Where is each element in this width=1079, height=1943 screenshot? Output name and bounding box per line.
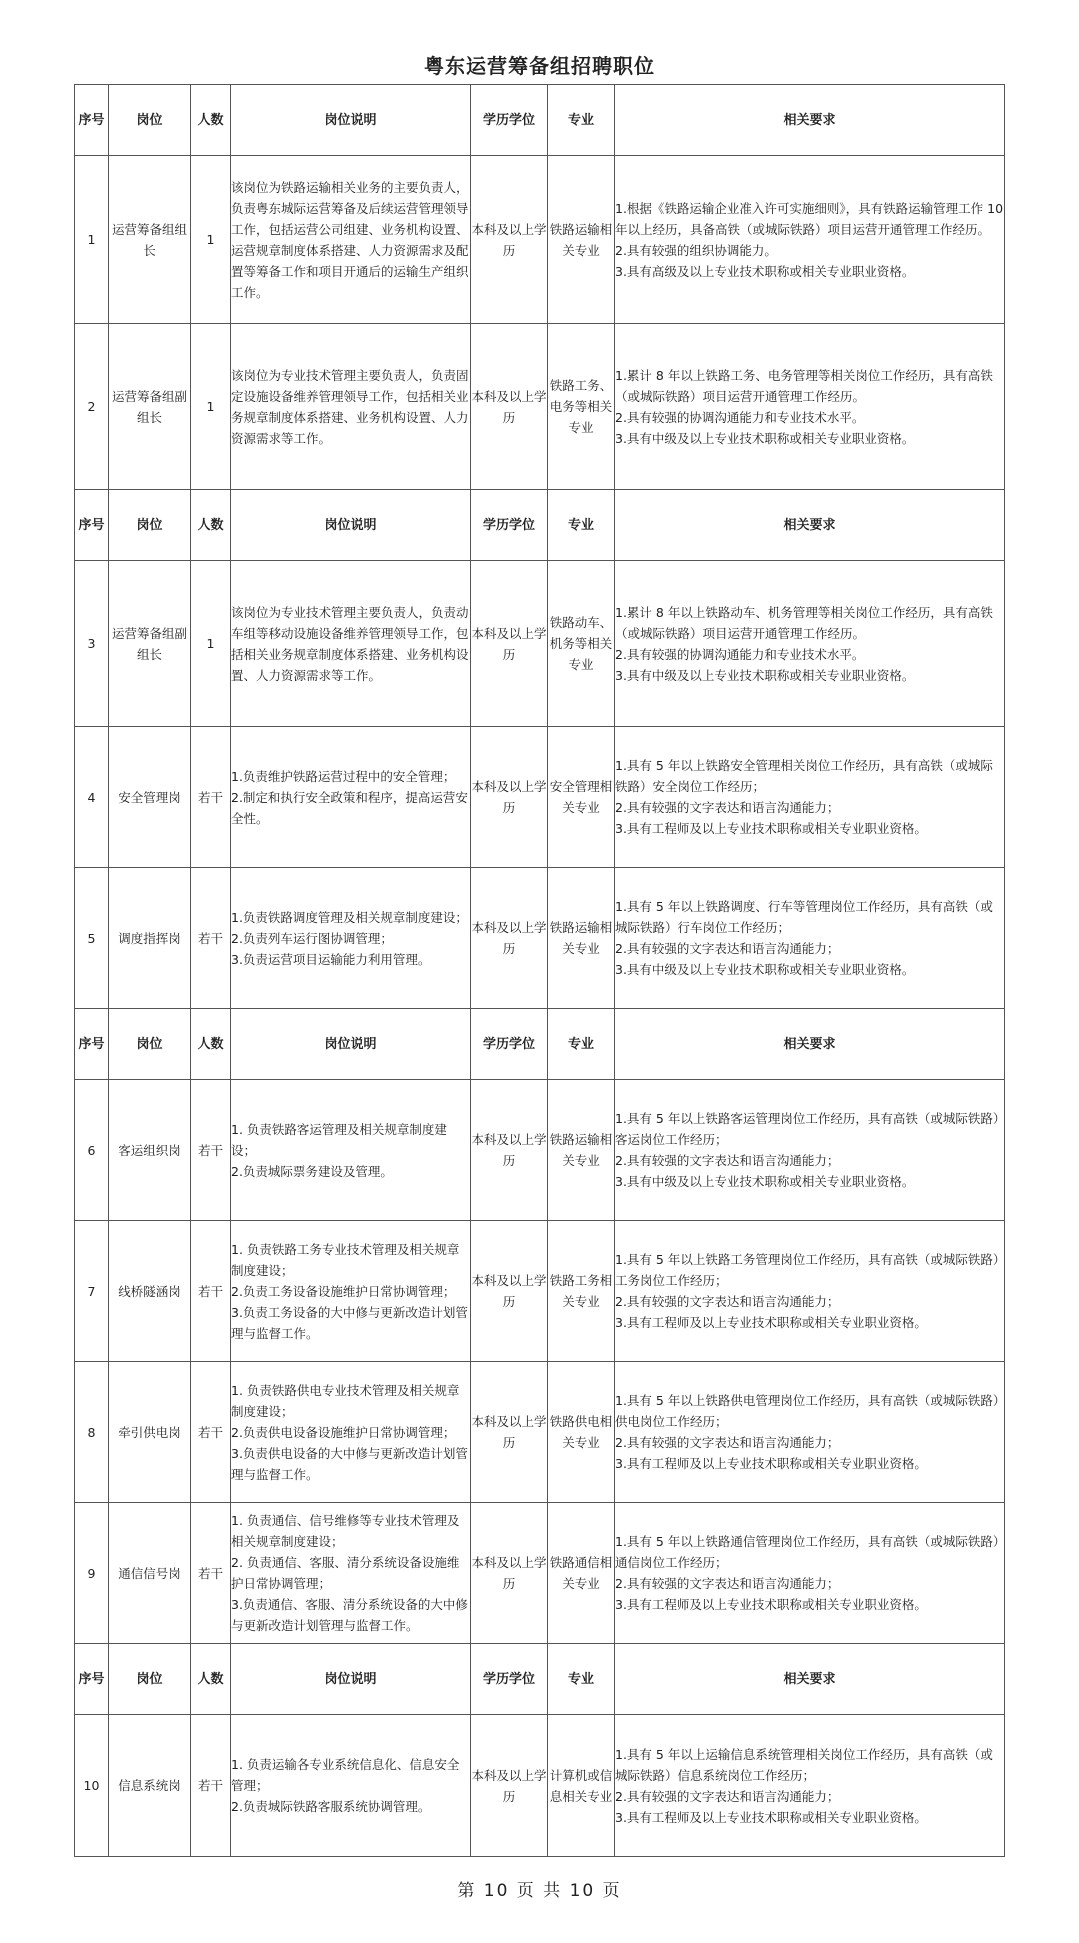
cell-position: 运营筹备组副组长	[109, 324, 191, 490]
cell-count: 若干	[191, 727, 231, 868]
requirement-line: 3.具有工程师及以上专业技术职称或相关专业职业资格。	[615, 1315, 927, 1330]
requirement-line: 2.具有较强的文字表达和语言沟通能力；	[615, 1153, 840, 1168]
header-count: 人数	[191, 1644, 231, 1715]
requirement-line: 3.具有工程师及以上专业技术职称或相关专业职业资格。	[615, 1809, 927, 1825]
cell-no: 1	[75, 156, 109, 324]
cell-requirements	[615, 1080, 1005, 1221]
requirement-line: 3.具有工程师及以上专业技术职称或相关专业职业资格。	[615, 1456, 927, 1471]
requirement-line: 1.具有 5 年以上运输信息系统管理相关岗位工作经历，具有高铁（或城际铁路）信息系统岗位工作经历；	[615, 1746, 993, 1783]
description-line: 3.负责供电设备的大中修与更新改造计划管理与监督工作。	[231, 1445, 468, 1482]
cell-description	[231, 868, 471, 1009]
description-line: 3.负责运营项目运输能力利用管理。	[231, 951, 431, 967]
cell-position: 牵引供电岗	[109, 1362, 191, 1503]
header-no: 序号	[75, 85, 109, 156]
cell-count: 若干	[191, 1715, 231, 1857]
table-row	[75, 1503, 1005, 1644]
table-row	[75, 324, 1005, 490]
table-row	[75, 156, 1005, 324]
header-description: 岗位说明	[231, 490, 471, 561]
cell-requirements	[615, 1503, 1005, 1644]
cell-description	[231, 561, 471, 727]
cell-description	[231, 1715, 471, 1857]
description-line: 2. 负责通信、客服、清分系统设备设施维护日常协调管理；	[231, 1555, 460, 1591]
requirement-line: 3.具有工程师及以上专业技术职称或相关专业职业资格。	[615, 1597, 927, 1612]
cell-no: 3	[75, 561, 109, 727]
requirement-line: 3.具有中级及以上专业技术职称或相关专业职业资格。	[615, 667, 915, 683]
cell-position: 运营筹备组组长	[109, 156, 191, 324]
description-line: 1.负责铁路调度管理及相关规章制度建设；	[231, 909, 468, 925]
table-row	[75, 561, 1005, 727]
cell-requirements	[615, 561, 1005, 727]
cell-count: 若干	[191, 1362, 231, 1503]
requirement-line: 2.具有较强的文字表达和语言沟通能力；	[615, 941, 840, 956]
cell-no: 2	[75, 324, 109, 490]
cell-requirements	[615, 156, 1005, 324]
cell-major: 计算机或信息相关专业	[548, 1715, 615, 1857]
description-line: 1. 负责通信、信号维修等专业技术管理及相关规章制度建设；	[231, 1513, 460, 1549]
cell-position: 调度指挥岗	[109, 868, 191, 1009]
description-line: 1. 负责铁路工务专业技术管理及相关规章制度建设；	[231, 1241, 460, 1278]
cell-no: 7	[75, 1221, 109, 1362]
cell-requirements	[615, 1221, 1005, 1362]
table-header-row	[75, 1644, 1005, 1715]
cell-count: 1	[191, 561, 231, 727]
header-major: 专业	[548, 1009, 615, 1080]
cell-education: 本科及以上学历	[471, 324, 548, 490]
description-line: 2.负责工务设备设施维护日常协调管理；	[231, 1283, 456, 1299]
table-header-row	[75, 85, 1005, 156]
cell-no: 8	[75, 1362, 109, 1503]
cell-requirements	[615, 1715, 1005, 1857]
cell-description	[231, 324, 471, 490]
requirement-line: 2.具有较强的文字表达和语言沟通能力；	[615, 1788, 840, 1804]
cell-requirements	[615, 324, 1005, 490]
requirement-line: 1.具有 5 年以上铁路通信管理岗位工作经历，具有高铁（或城际铁路）通信岗位工作经历；	[615, 1534, 1000, 1570]
cell-position: 安全管理岗	[109, 727, 191, 868]
description-line: 1. 负责铁路供电专业技术管理及相关规章制度建设；	[231, 1382, 460, 1419]
cell-description	[231, 1503, 471, 1644]
description-line: 1.负责维护铁路运营过程中的安全管理；	[231, 768, 456, 784]
cell-education: 本科及以上学历	[471, 1715, 548, 1857]
cell-position: 线桥隧涵岗	[109, 1221, 191, 1362]
header-major: 专业	[548, 490, 615, 561]
header-education: 学历学位	[471, 1009, 548, 1080]
requirement-line: 2.具有较强的文字表达和语言沟通能力；	[615, 800, 840, 815]
requirement-line: 3.具有工程师及以上专业技术职称或相关专业职业资格。	[615, 821, 927, 836]
cell-description	[231, 727, 471, 868]
requirement-line: 3.具有中级及以上专业技术职称或相关专业职业资格。	[615, 430, 915, 446]
cell-position: 客运组织岗	[109, 1080, 191, 1221]
requirement-line: 2.具有较强的协调沟通能力和专业技术水平。	[615, 409, 865, 425]
page-title: 粤东运营筹备组招聘职位	[424, 54, 655, 78]
cell-requirements	[615, 868, 1005, 1009]
requirement-line: 2.具有较强的协调沟通能力和专业技术水平。	[615, 646, 865, 662]
cell-major: 铁路运输相关专业	[548, 156, 615, 324]
requirement-line: 1.具有 5 年以上铁路调度、行车等管理岗位工作经历，具有高铁（或城际铁路）行车岗位工作经历；	[615, 899, 993, 935]
requirement-line: 1.具有 5 年以上铁路工务管理岗位工作经历，具有高铁（或城际铁路）工务岗位工作经历；	[615, 1252, 1000, 1288]
cell-major: 铁路运输相关专业	[548, 1080, 615, 1221]
description-line: 2.制定和执行安全政策和程序，提高运营安全性。	[231, 789, 468, 826]
cell-no: 9	[75, 1503, 109, 1644]
cell-position: 信息系统岗	[109, 1715, 191, 1857]
requirement-line: 1.具有 5 年以上铁路安全管理相关岗位工作经历，具有高铁（或城际铁路）安全岗位工作经历；	[615, 758, 993, 794]
cell-education: 本科及以上学历	[471, 868, 548, 1009]
cell-education: 本科及以上学历	[471, 1080, 548, 1221]
header-count: 人数	[191, 85, 231, 156]
header-no: 序号	[75, 1009, 109, 1080]
cell-no: 5	[75, 868, 109, 1009]
cell-education: 本科及以上学历	[471, 156, 548, 324]
header-major: 专业	[548, 1644, 615, 1715]
requirement-line: 3.具有中级及以上专业技术职称或相关专业职业资格。	[615, 962, 915, 977]
cell-major: 安全管理相关专业	[548, 727, 615, 868]
table-row	[75, 868, 1005, 1009]
table-row	[75, 1080, 1005, 1221]
cell-education: 本科及以上学历	[471, 1362, 548, 1503]
description-line: 2.负责城际铁路客服系统协调管理。	[231, 1799, 431, 1814]
requirement-line: 3.具有中级及以上专业技术职称或相关专业职业资格。	[615, 1174, 915, 1189]
header-education: 学历学位	[471, 490, 548, 561]
requirement-line: 2.具有较强的组织协调能力。	[615, 242, 777, 258]
description-line: 3.负责通信、客服、清分系统设备的大中修与更新改造计划管理与监督工作。	[231, 1597, 468, 1633]
cell-no: 6	[75, 1080, 109, 1221]
description-line: 2.负责城际票务建设及管理。	[231, 1163, 393, 1179]
cell-description	[231, 1362, 471, 1503]
cell-major: 铁路工务相关专业	[548, 1221, 615, 1362]
cell-no: 10	[75, 1715, 109, 1857]
cell-education: 本科及以上学历	[471, 1503, 548, 1644]
table-header-row	[75, 490, 1005, 561]
requirement-line: 2.具有较强的文字表达和语言沟通能力；	[615, 1294, 840, 1309]
requirement-line: 2.具有较强的文字表达和语言沟通能力；	[615, 1576, 840, 1591]
cell-requirements	[615, 727, 1005, 868]
cell-education: 本科及以上学历	[471, 561, 548, 727]
requirement-line: 1.根据《铁路运输企业准入许可实施细则》，具有铁路运输管理工作 10 年以上经历，具备高铁（或城际铁路）项目运营开通管理工作经历。	[615, 200, 1004, 237]
header-requirements: 相关要求	[615, 1009, 1005, 1080]
table-header-row	[75, 1009, 1005, 1080]
header-count: 人数	[191, 1009, 231, 1080]
header-requirements: 相关要求	[615, 490, 1005, 561]
header-position: 岗位	[109, 85, 191, 156]
cell-major: 铁路通信相关专业	[548, 1503, 615, 1644]
requirement-line: 1.累计 8 年以上铁路动车、机务管理等相关岗位工作经历，具有高铁（或城际铁路）项目运营开通管理工作经历。	[615, 604, 993, 641]
cell-requirements	[615, 1362, 1005, 1503]
header-requirements: 相关要求	[615, 1644, 1005, 1715]
description-line: 3.负责工务设备的大中修与更新改造计划管理与监督工作。	[231, 1304, 468, 1341]
cell-description	[231, 156, 471, 324]
requirement-line: 3.具有高级及以上专业技术职称或相关专业职业资格。	[615, 263, 915, 279]
cell-major: 铁路供电相关专业	[548, 1362, 615, 1503]
cell-education: 本科及以上学历	[471, 727, 548, 868]
header-position: 岗位	[109, 1644, 191, 1715]
header-education: 学历学位	[471, 1644, 548, 1715]
cell-major: 铁路动车、机务等相关专业	[548, 561, 615, 727]
requirement-line: 2.具有较强的文字表达和语言沟通能力；	[615, 1435, 840, 1450]
cell-position: 通信信号岗	[109, 1503, 191, 1644]
header-education: 学历学位	[471, 85, 548, 156]
cell-count: 1	[191, 324, 231, 490]
cell-count: 若干	[191, 1080, 231, 1221]
cell-no: 4	[75, 727, 109, 868]
header-no: 序号	[75, 1644, 109, 1715]
page-number: 第 10 页 共 10 页	[457, 1881, 622, 1901]
cell-count: 1	[191, 156, 231, 324]
cell-major: 铁路工务、电务等相关专业	[548, 324, 615, 490]
recruitment-table	[74, 84, 1005, 1857]
table-row	[75, 1362, 1005, 1503]
cell-count: 若干	[191, 868, 231, 1009]
header-position: 岗位	[109, 1009, 191, 1080]
header-count: 人数	[191, 490, 231, 561]
table-row	[75, 1715, 1005, 1857]
header-position: 岗位	[109, 490, 191, 561]
description-line: 1. 负责铁路客运管理及相关规章制度建设；	[231, 1121, 447, 1158]
header-major: 专业	[548, 85, 615, 156]
description-line: 该岗位为专业技术管理主要负责人，负责动车组等移动设施设备维养管理领导工作，包括相关业务规章制度体系搭建、业务机构设置、人力资源需求等工作。	[231, 604, 469, 683]
cell-education: 本科及以上学历	[471, 1221, 548, 1362]
cell-count: 若干	[191, 1221, 231, 1362]
header-no: 序号	[75, 490, 109, 561]
description-line: 该岗位为专业技术管理主要负责人，负责固定设施设备维养管理领导工作，包括相关业务规章制度体系搭建、业务机构设置、人力资源需求等工作。	[231, 367, 469, 446]
table-row	[75, 727, 1005, 868]
table-row	[75, 1221, 1005, 1362]
description-line: 2.负责供电设备设施维护日常协调管理；	[231, 1424, 456, 1440]
header-description: 岗位说明	[231, 85, 471, 156]
header-description: 岗位说明	[231, 1009, 471, 1080]
description-line: 该岗位为铁路运输相关业务的主要负责人，负责粤东城际运营筹备及后续运营管理领导工作，包括运营公司组建、业务机构设置、运营规章制度体系搭建、人力资源需求及配置等筹备工作和项目开通后的运输生产组织工作。	[231, 179, 469, 300]
cell-major: 铁路运输相关专业	[548, 868, 615, 1009]
requirement-line: 1.具有 5 年以上铁路供电管理岗位工作经历，具有高铁（或城际铁路）供电岗位工作经历；	[615, 1393, 1000, 1429]
cell-count: 若干	[191, 1503, 231, 1644]
cell-description	[231, 1080, 471, 1221]
header-description: 岗位说明	[231, 1644, 471, 1715]
requirement-line: 1.累计 8 年以上铁路工务、电务管理等相关岗位工作经历，具有高铁（或城际铁路）项目运营开通管理工作经历。	[615, 367, 993, 404]
description-line: 2.负责列车运行图协调管理；	[231, 930, 393, 946]
cell-position: 运营筹备组副组长	[109, 561, 191, 727]
header-requirements: 相关要求	[615, 85, 1005, 156]
description-line: 1. 负责运输各专业系统信息化、信息安全管理；	[231, 1757, 460, 1793]
requirement-line: 1.具有 5 年以上铁路客运管理岗位工作经历，具有高铁（或城际铁路）客运岗位工作经历；	[615, 1111, 1000, 1147]
cell-description	[231, 1221, 471, 1362]
